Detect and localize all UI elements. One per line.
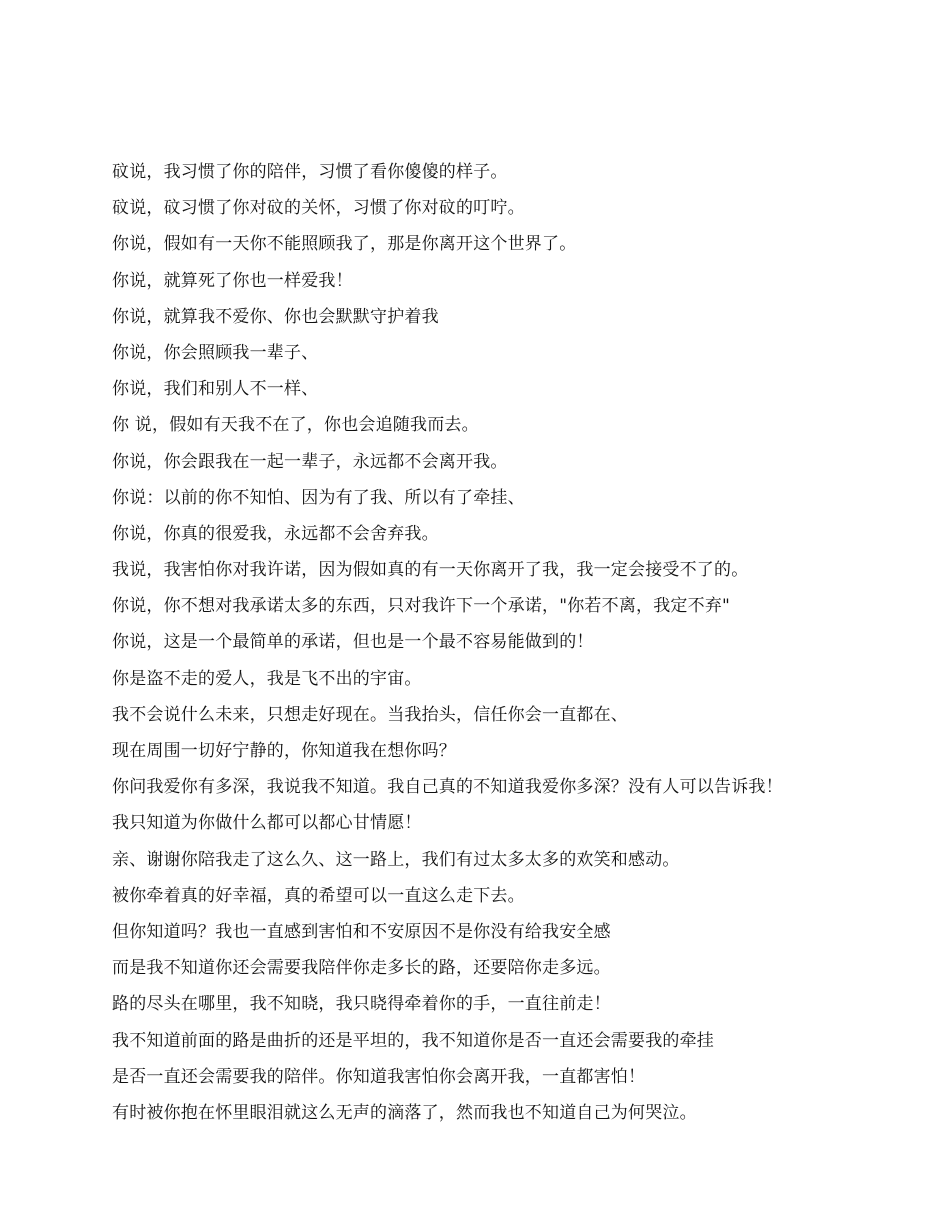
text-line: 被你牵着真的好幸福，真的希望可以一直这么走下去。	[112, 885, 525, 906]
text-line: 你说，你真的很爱我，永远都不会舍弃我。	[112, 523, 439, 544]
text-line: 你说，你会照顾我一辈子、	[112, 342, 319, 363]
text-line: 路的尽头在哪里，我不知晓，我只晓得牵着你的手，一直往前走！	[112, 994, 611, 1015]
text-line: 砇说，砇习惯了你对砇的关怀，习惯了你对砇的叮咛。	[112, 198, 525, 219]
text-line: 我不会说什么未来，只想走好现在。当我抬头，信任你会一直都在、	[112, 704, 628, 725]
text-line: 你说，假如有一天你不能照顾我了，那是你离开这个世界了。	[112, 234, 577, 255]
text-line: 亲、谢谢你陪我走了这么久、这一路上，我们有过太多太多的欢笑和感动。	[112, 849, 680, 870]
text-line: 你说，就算死了你也一样爱我！	[112, 270, 353, 291]
text-line: 而是我不知道你还会需要我陪伴你走多长的路，还要陪你走多远。	[112, 958, 611, 979]
text-body	[112, 160, 902, 1137]
text-line: 你说，就算我不爱你、你也会默默守护着我	[112, 306, 439, 327]
text-line: 但你知道吗？我也一直感到害怕和不安原因不是你没有给我安全感	[112, 921, 611, 942]
text-line: 我不知道前面的路是曲折的还是平坦的，我不知道你是否一直还会需要我的牵挂	[112, 1030, 714, 1051]
text-line: 你 说，假如有天我不在了，你也会追随我而去。	[112, 415, 479, 436]
text-line: 我只知道为你做什么都可以都心甘情愿！	[112, 813, 422, 834]
text-line: 你说，你会跟我在一起一辈子，永远都不会离开我。	[112, 451, 508, 472]
text-line: 你问我爱你有多深，我说我不知道。我自己真的不知道我爱你多深？没有人可以告诉我！	[112, 777, 783, 798]
text-line: 你说：以前的你不知怕、因为有了我、所以有了牵挂、	[112, 487, 525, 508]
text-line: 你是盗不走的爱人，我是飞不出的宇宙。	[112, 668, 422, 689]
text-line: 你说，这是一个最简单的承诺，但也是一个最不容易能做到的！	[112, 632, 594, 653]
text-line: 现在周围一切好宁静的，你知道我在想你吗？	[112, 741, 456, 761]
text-line: 我说，我害怕你对我许诺，因为假如真的有一天你离开了我，我一定会接受不了的。	[112, 560, 749, 581]
text-line: 有时被你抱在怀里眼泪就这么无声的滴落了，然而我也不知道自己为何哭泣。	[112, 1102, 697, 1123]
text-line: 砇说，我习惯了你的陪伴，习惯了看你傻傻的样子。	[112, 162, 508, 182]
text-line: 你说，我们和别人不一样、	[112, 379, 319, 400]
text-line: 你说，你不想对我承诺太多的东西，只对我许下一个承诺，"你若不离，我定不弃"	[112, 596, 731, 617]
text-line: 是否一直还会需要我的陪伴。你知道我害怕你会离开我，一直都害怕！	[112, 1066, 646, 1087]
